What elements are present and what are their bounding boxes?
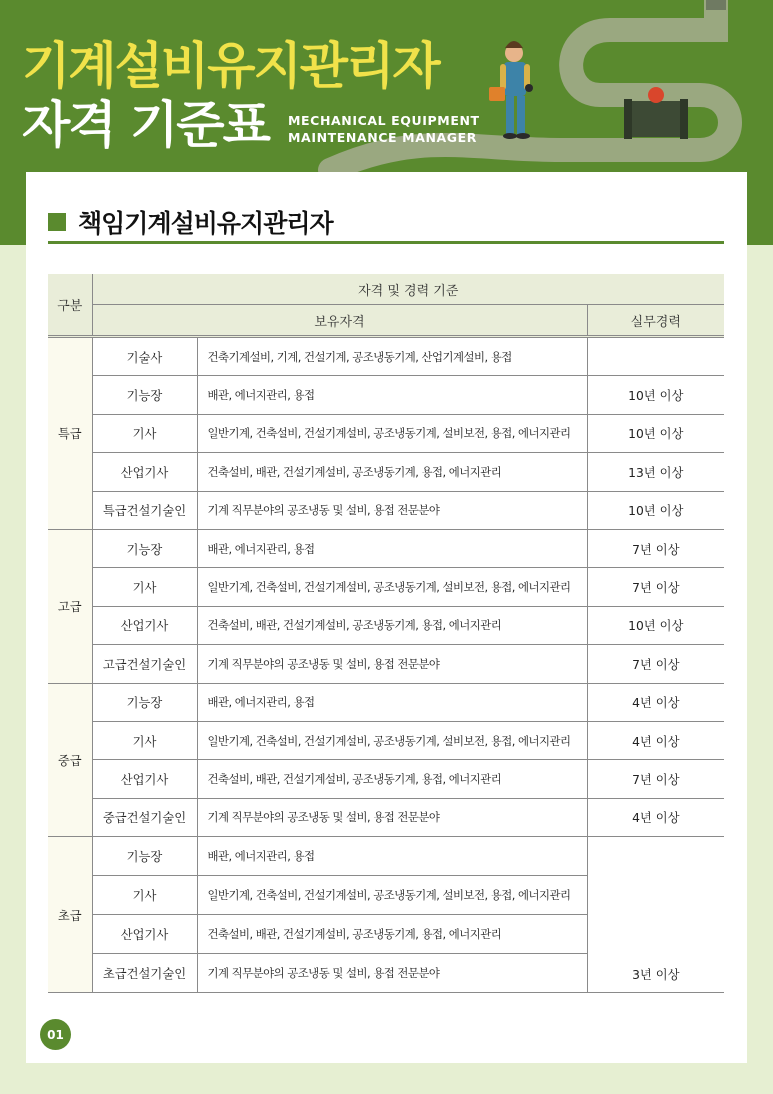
header-experience: 실무경력 — [587, 305, 724, 337]
fields-cell: 배관, 에너지관리, 용접 — [197, 529, 587, 567]
table-row — [48, 798, 724, 836]
qualification-cell: 기사 — [92, 414, 197, 452]
fields-cell: 일반기계, 건축설비, 건설기계설비, 공조냉동기계, 설비보전, 용접, 에너지관리 — [197, 876, 587, 915]
page-number: 01 — [40, 1019, 71, 1050]
grade-cell: 특급 — [48, 337, 92, 530]
fields-cell: 기계 직무분야의 공조냉동 및 설비, 용접 전문분야 — [197, 491, 587, 529]
fields-cell: 건축설비, 배관, 건설기계설비, 공조냉동기계, 용접, 에너지관리 — [197, 760, 587, 798]
qualification-cell: 초급건설기술인 — [92, 954, 197, 993]
experience-cell: 7년 이상 — [587, 645, 724, 683]
qualification-cell: 기사 — [92, 876, 197, 915]
qualification-cell: 기능장 — [92, 837, 197, 876]
experience-cell: 4년 이상 — [587, 683, 724, 721]
fields-cell: 배관, 에너지관리, 용접 — [197, 376, 587, 414]
group-special — [48, 337, 724, 530]
table-header — [48, 274, 724, 337]
experience-cell: 10년 이상 — [587, 376, 724, 414]
header-criteria: 자격 및 경력 기준 — [92, 274, 724, 305]
qualification-cell: 기능장 — [92, 683, 197, 721]
qualification-table — [48, 274, 724, 993]
qualification-cell: 기사 — [92, 568, 197, 606]
qualification-cell: 산업기사 — [92, 915, 197, 954]
section-divider — [48, 241, 724, 244]
table-row — [48, 721, 724, 759]
table-row — [48, 337, 724, 376]
fields-cell: 기계 직무분야의 공조냉동 및 설비, 용접 전문분야 — [197, 798, 587, 836]
qualification-cell: 산업기사 — [92, 453, 197, 491]
subtitle-line-2: MAINTENANCE MANAGER — [288, 130, 478, 145]
experience-cell: 10년 이상 — [587, 491, 724, 529]
square-bullet-icon — [48, 213, 66, 231]
table-row — [48, 414, 724, 452]
qualification-cell: 기능장 — [92, 376, 197, 414]
qualification-cell: 기술사 — [92, 337, 197, 376]
qualification-cell: 기능장 — [92, 529, 197, 567]
section-heading — [48, 202, 333, 242]
subtitle-line-1: MECHANICAL EQUIPMENT — [288, 113, 480, 128]
qualification-cell: 중급건설기술인 — [92, 798, 197, 836]
fields-cell: 기계 직무분야의 공조냉동 및 설비, 용접 전문분야 — [197, 954, 587, 993]
table-row — [48, 568, 724, 606]
fields-cell: 일반기계, 건축설비, 건설기계설비, 공조냉동기계, 설비보전, 용접, 에너지관리 — [197, 568, 587, 606]
table-row — [48, 529, 724, 567]
qualification-cell: 산업기사 — [92, 606, 197, 644]
header-qualification: 보유자격 — [92, 305, 587, 337]
qualification-cell: 고급건설기술인 — [92, 645, 197, 683]
worker-illustration — [489, 41, 533, 139]
fields-cell: 일반기계, 건축설비, 건설기계설비, 공조냉동기계, 설비보전, 용접, 에너지관리 — [197, 414, 587, 452]
experience-cell — [587, 337, 724, 376]
table-row — [48, 606, 724, 644]
table-row — [48, 837, 724, 876]
fields-cell: 건축설비, 배관, 건설기계설비, 공조냉동기계, 용접, 에너지관리 — [197, 453, 587, 491]
grade-cell: 고급 — [48, 529, 92, 683]
title-line-2: 자격 기준표 — [22, 96, 269, 154]
english-subtitle — [288, 112, 480, 146]
grade-cell: 초급 — [48, 837, 92, 993]
fields-cell: 일반기계, 건축설비, 건설기계설비, 공조냉동기계, 설비보전, 용접, 에너지관리 — [197, 721, 587, 759]
fields-cell: 배관, 에너지관리, 용접 — [197, 837, 587, 876]
qualification-cell: 산업기사 — [92, 760, 197, 798]
header-grade: 구분 — [48, 274, 92, 337]
experience-cell: 7년 이상 — [587, 529, 724, 567]
experience-cell: 4년 이상 — [587, 798, 724, 836]
group-advanced — [48, 529, 724, 683]
fields-cell: 배관, 에너지관리, 용접 — [197, 683, 587, 721]
table-row — [48, 453, 724, 491]
table-row — [48, 491, 724, 529]
table-row — [48, 376, 724, 414]
fields-cell: 건축기계설비, 기계, 건설기계, 공조냉동기계, 산업기계설비, 용접 — [197, 337, 587, 376]
experience-cell: 7년 이상 — [587, 760, 724, 798]
fields-cell: 건축설비, 배관, 건설기계설비, 공조냉동기계, 용접, 에너지관리 — [197, 915, 587, 954]
table-row — [48, 645, 724, 683]
experience-cell-merged: 3년 이상 — [587, 837, 724, 993]
group-beginner — [48, 837, 724, 993]
qualification-cell: 기사 — [92, 721, 197, 759]
qualification-cell: 특급건설기술인 — [92, 491, 197, 529]
group-intermediate — [48, 683, 724, 837]
table-row — [48, 683, 724, 721]
fields-cell: 건축설비, 배관, 건설기계설비, 공조냉동기계, 용접, 에너지관리 — [197, 606, 587, 644]
fields-cell: 기계 직무분야의 공조냉동 및 설비, 용접 전문분야 — [197, 645, 587, 683]
experience-cell: 4년 이상 — [587, 721, 724, 759]
experience-cell: 13년 이상 — [587, 453, 724, 491]
title-line-1: 기계설비유지관리자 — [22, 37, 439, 95]
content-card — [26, 172, 747, 1063]
table-row — [48, 760, 724, 798]
experience-cell: 7년 이상 — [587, 568, 724, 606]
experience-cell: 10년 이상 — [587, 606, 724, 644]
section-title: 책임기계설비유지관리자 — [78, 209, 333, 238]
grade-cell: 중급 — [48, 683, 92, 837]
experience-cell: 10년 이상 — [587, 414, 724, 452]
